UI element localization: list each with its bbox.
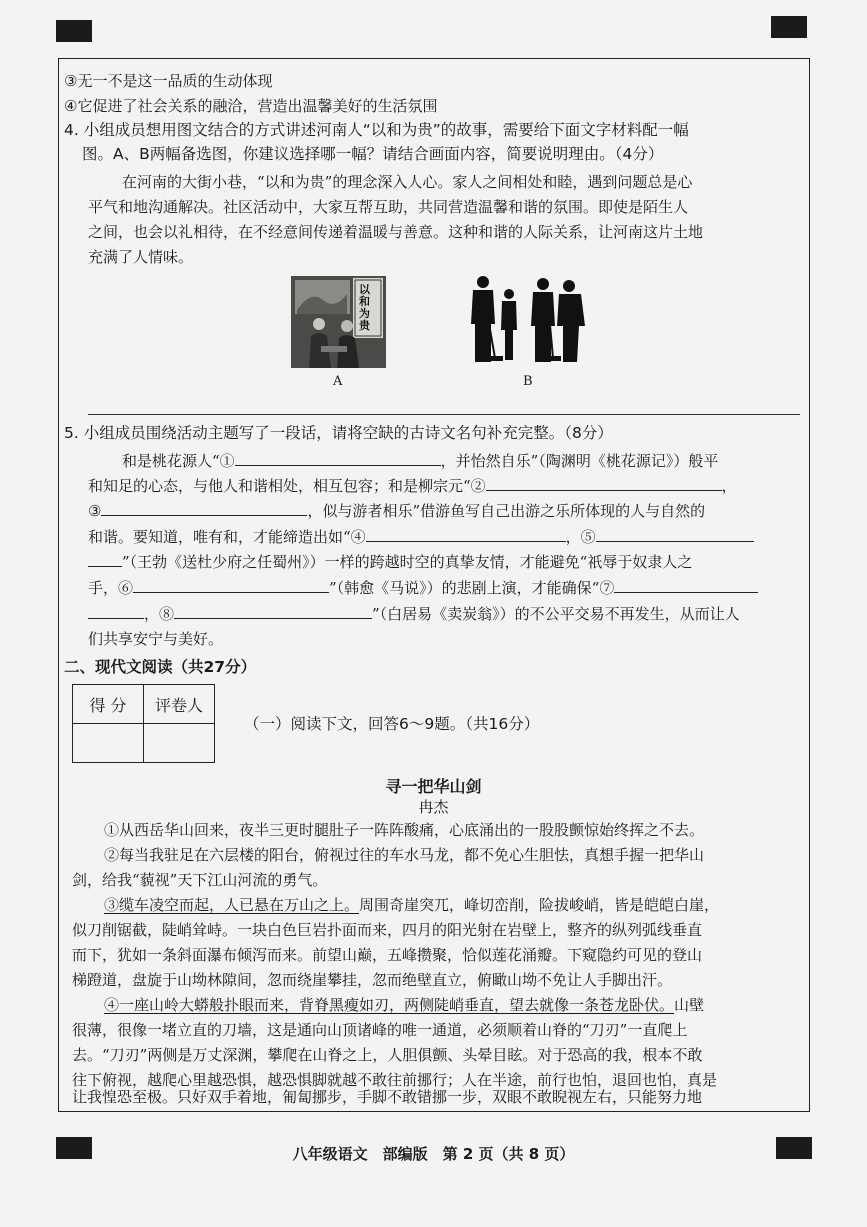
article-title: 寻一把华山剑 xyxy=(385,777,482,796)
q5-line6-end: ”（韩愈《马说》）的悲剧上演，才能确保“⑦ xyxy=(329,579,615,597)
article-p1: ①从西岳华山回来，夜半三更时腿肚子一阵阵酸痛，心底涌出的一股股颤惊始终挥之不去。 xyxy=(104,821,705,839)
blank-2[interactable] xyxy=(486,474,722,491)
q4-stem-line2: 图。A、B两幅备选图，你建议选择哪一幅？请结合画面内容，简要说明理由。（4分） xyxy=(82,145,664,163)
article-p3-line1-rest: 周围奇崖突兀，峰切峦削，险拔峻峭，皆是皑皑白崖， xyxy=(359,896,720,914)
q5-line1-end: ，并怡然自乐”（陶渊明《桃花源记》）般平 xyxy=(440,452,719,470)
blank-8[interactable] xyxy=(174,602,372,619)
blank-1[interactable] xyxy=(235,449,441,466)
option-4: ④它促进了社会关系的融洽，营造出温馨美好的生活氛围 xyxy=(64,97,438,115)
image-b-label: B xyxy=(523,374,533,389)
q5-line2-end: ， xyxy=(721,477,737,495)
score-table xyxy=(72,684,215,763)
article-p3-line4: 梯蹬道，盘旋于山坳林隙间，忽而绕崖攀挂，忽而绝壁直立，俯瞰山坳不免让人手脚出汗。 xyxy=(72,971,673,989)
blank-5[interactable] xyxy=(596,525,754,542)
article-p3-line2: 似刀削锯截，陡峭耸峙。一块白色巨岩扑面而来，四月的阳光射在岩壁上，整齐的纵列弧线垂直 xyxy=(72,921,703,939)
q5-line6 xyxy=(88,576,758,599)
q5-line7-end: ”（白居易《卖炭翁》）的不公平交易不再发生，从而让人 xyxy=(372,605,740,623)
article-p4-line1-rest: 山壁 xyxy=(674,996,705,1014)
q5-line8: 们共享安宁与美好。 xyxy=(88,630,224,648)
q5-line4 xyxy=(88,525,754,548)
page-footer: 八年级语文 部编版 第 2 页（共 8 页） xyxy=(292,1145,575,1163)
article-p4-line2: 很薄，很像一堵立直的刀墙，这是通向山顶诸峰的唯一通道，必须顺着山脊的“刀刃”一直爬上 xyxy=(72,1021,688,1039)
q5-line2 xyxy=(88,474,737,497)
article-p4-line3: 去。“刀刃”两侧是万丈深渊，攀爬在山脊之上，人胆俱颤、头晕目眩。对于恐高的我，根本不敢 xyxy=(72,1046,703,1064)
article-author: 冉杰 xyxy=(418,798,449,816)
article-p4-line1 xyxy=(104,994,704,1016)
image-a-sign-text: 以和为贵 xyxy=(359,283,370,332)
option-3: ③无一不是这一品质的生动体现 xyxy=(64,72,273,90)
q4-answer-line xyxy=(88,414,800,415)
article-p3-line3: 而下，犹如一条斜面瀑布倾泻而来。前望山巅，五峰攒聚，恰似莲花涌瓣。下窥隐约可见的登山 xyxy=(72,946,703,964)
registration-mark-top-right xyxy=(771,16,807,38)
score-cell[interactable] xyxy=(73,724,144,763)
blank-4[interactable] xyxy=(366,525,566,542)
article-p3-line1 xyxy=(104,894,719,916)
article-p2-line1: ②每当我驻足在六层楼的阳台，俯视过往的车水马龙，都不免心生胆怯，真想手握一把华山 xyxy=(104,846,705,864)
article-p4-line4: 往下俯视，越爬心里越恐惧，越恐惧脚就越不敢往前挪行；人在半途，前行也怕，退回也怕，真是 xyxy=(72,1071,718,1089)
score-label: 得 分 xyxy=(73,685,144,724)
grader-cell[interactable] xyxy=(144,724,215,763)
q4-stem-line1: 4. 小组成员想用图文结合的方式讲述河南人“以和为贵”的故事，需要给下面文字材料配一幅 xyxy=(64,121,689,139)
q5-line3-end: ，似与游者相乐”借游鱼写自己出游之乐所体现的人与自然的 xyxy=(307,502,706,520)
grader-label: 评卷人 xyxy=(144,685,215,724)
q4-passage-line4: 充满了人情味。 xyxy=(88,248,194,266)
article-p3-underlined: ③缆车凌空而起，人已悬在万山之上。 xyxy=(104,896,360,914)
q5-line4-mid: ，⑤ xyxy=(565,528,596,546)
blank-7-continued[interactable] xyxy=(88,602,144,619)
image-a-label: A xyxy=(333,374,343,389)
image-a-family-scene xyxy=(291,276,386,368)
q5-line7-start: ，⑧ xyxy=(144,605,175,623)
q5-line4-start: 和谐。要知道，唯有和，才能缔造出如“④ xyxy=(88,528,366,546)
registration-mark-top-left xyxy=(56,20,92,42)
q5-line1 xyxy=(122,449,718,472)
blank-5-continued[interactable] xyxy=(88,550,122,567)
q5-line6-start: 手，⑥ xyxy=(88,579,134,597)
blank-3[interactable] xyxy=(101,499,307,516)
q5-line3 xyxy=(88,499,705,522)
q5-stem: 5. 小组成员围绕活动主题写了一段话，请将空缺的古诗文名句补充完整。（8分） xyxy=(64,424,613,442)
q5-line2-start: 和知足的心态，与他人和谐相处，相互包容；和是柳宗元“② xyxy=(88,477,486,495)
q5-line1-start: 和是桃花源人“① xyxy=(122,452,235,470)
article-p4-underlined: ④一座山岭大蟒般扑眼而来，背脊黑瘦如刃，两侧陡峭垂直，望去就像一条苍龙卧伏。 xyxy=(104,996,675,1014)
q4-passage-line1: 在河南的大街小巷，“以和为贵”的理念深入人心。家人之间相处和睦，遇到问题总是心 xyxy=(122,173,693,191)
q5-line3-start: ③ xyxy=(88,502,102,520)
blank-7[interactable] xyxy=(614,576,758,593)
q5-line7 xyxy=(88,602,740,625)
section2-heading: 二、现代文阅读（共27分） xyxy=(64,658,257,676)
image-b-people-sweeping xyxy=(461,272,595,368)
q4-passage-line3: 之间，也会以礼相待，在不经意间传递着温暖与善意。这种和谐的人际关系，让河南这片土地 xyxy=(88,223,704,241)
q4-passage-line2: 平气和地沟通解决。社区活动中，大家互帮互助，共同营造温馨和谐的氛围。即使是陌生人 xyxy=(88,198,689,216)
q5-line5 xyxy=(88,550,692,573)
article-p2-line2: 剑，给我“藐视”天下江山河流的勇气。 xyxy=(72,871,328,889)
q5-line5-text: ”（王勃《送杜少府之任蜀州》）一样的跨越时空的真挚友情，才能避免“祇辱于奴隶人之 xyxy=(122,553,693,571)
reading-instruction: （一）阅读下文，回答6～9题。（共16分） xyxy=(244,715,540,733)
blank-6[interactable] xyxy=(133,576,329,593)
article-p4-line5: 让我惶恐至极。只好双手着地，匍匐挪步，手脚不敢错挪一步，双眼不敢睨视左右，只能努力地 xyxy=(72,1088,703,1106)
